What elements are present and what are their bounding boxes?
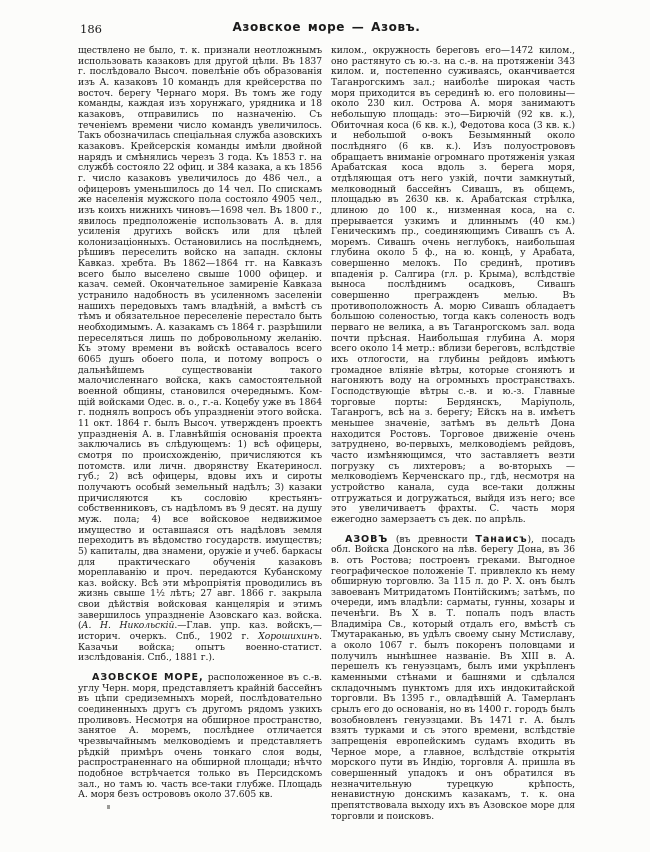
paragraph (78, 46, 322, 664)
text-run: ществлено не было, т. к. признали неотложнымъ использовать казаковъ для другой цѣли. Въ 1837 г. послѣдовало Высоч. повелѣніе объ образованія изъ А. казаковъ 10 командъ для крейсерства по восточ. берегу Чернаго моря. Въ томъ же году команды, каждая изъ хорунжаго, урядника и 18 казаковъ, отправились по назначенію. Съ теченіемъ времени число командъ увеличилось. Такъ обозначилась спеціальная служба азовскихъ казаковъ. Крейсерскія команды имѣли двойной нарядъ и смѣнялись черезъ 3 года. Къ 1853 г. на службѣ состояло 22 офиц. и 384 казака, а къ 1856 г. число казаковъ увеличилось до 486 чел., а офицеровъ уменьшилось до 14 чел. По спискамъ же населенія мужского пола состояло 4905 чел., изъ коихъ нижнихъ чиновъ—1698 чел. Въ 1800 г., явилось предположеніе использовать А. в. для усиленія другихъ войскъ или для цѣлей колонизаціонныхъ. Остановились на послѣднемъ, рѣшивъ переселить войско на западн. склоны Кавказ. хребта. Въ 1862—1864 гг. на Кавказъ всего было выселено свыше 1000 офицер. и казач. семей. Окончательное замиреніе Кавказа устранило надобность въ усиленномъ заселеніи нашихъ передовыхъ тамъ владѣній, а вмѣстѣ съ тѣмъ и обязательное переселеніе перестало быть необходимымъ. А. казакамъ съ 1864 г. разрѣшили переселяться лишь по добровольному желанію. Къ этому времени въ войскѣ оставалось всего 6065 душъ обоего пола, и потому вопросъ о дальнѣйшемъ существованіи такого малочисленнаго войска, какъ самостоятельной военной общины, становился очереднымъ. Ком-щій войсками Одес. в. о., г.-а. Коцебу уже въ 1864 г. поднялъ вопросъ объ упраздненіи этого войска. 11 окт. 1864 г. былъ Высоч. утвержденъ проектъ упраздненія А. в. Главнѣйшія основанія проекта заключались въ слѣдующемъ: 1) всѣ офицеры, смотря по происхожденію, причисляются къ потомств. или личн. дворянству Екатериносл. губ.; 2) всѣ офицеры, вдовы ихъ и сироты получаютъ особый земельный надѣлъ; 3) казаки причисляются къ сословію крестьянъ-собственниковъ, съ надѣломъ въ 9 десят. на душу муж. пола; 4) все войсковое недвижимое имущество и оставшаяся отъ надѣловъ земля переходитъ въ вѣдомство государств. имуществъ; 5) капиталы, два знамени, оружіе и учеб. баркасы для практическаго обученія казаковъ мореплаванію и проч. передаются Кубанскому каз. войску. Всѣ эти мѣропріятія проводились въ жизнь свыше 1½ лѣтъ; 27 авг. 1866 г. закрыла свои дѣйствія войсковая канцелярія и этимъ завершилось упраздненіе Азовскаго каз. войска. ( (78, 45, 322, 632)
text-run: . Казачьи войска; опытъ военно-статист. изслѣдованія. Спб., 1881 г.). (78, 631, 322, 664)
text-columns (78, 46, 575, 822)
paragraph (331, 535, 575, 823)
left-column (78, 46, 322, 822)
page-number: 186 (80, 22, 102, 36)
entry-term: Танаисъ (475, 533, 528, 545)
text-run: А. Н. Никольскій (81, 620, 175, 632)
entry-term: АЗОВЪ (345, 533, 389, 545)
entry-term: АЗОВСКОЕ МОРЕ, (92, 672, 204, 684)
paragraph (331, 46, 575, 526)
print-speck (107, 805, 110, 809)
text-run: ), посадъ обл. Войска Донского на лѣв. берегу Дона, въ 36 в. отъ Ростова; построенъ греками. Выгодное географическое положеніе Т. привлекло къ нему обширную торговлю. За 115 л. до Р. Х. онъ былъ завоеванъ Митридатомъ Понтійскимъ; затѣмъ, по очереди, имъ владѣли: сарматы, гунны, хозары и печенѣги. Въ X в. Т. попалъ подъ власть Владиміра Св., который отдалъ его, вмѣстѣ съ Тмутараканью, въ удѣлъ своему сыну Мстиславу, а около 1067 г. былъ покоренъ половцами и получилъ нынѣшнее названіе. Въ XIII в. А. перешелъ къ генуэзцамъ, былъ ими укрѣпленъ каменными стѣнами и башнями и сдѣлался складочнымъ пунктомъ для ихъ индокитайской торговли. Въ 1395 г., овладѣвшій А. Тамерланъ срылъ его до основанія, но въ 1400 г. городъ былъ возобновленъ генуэзцами. Въ 1471 г. А. былъ взятъ турками и съ этого времени, вслѣдствіе запрещенія европейскимъ судамъ входить въ Черное море, а главное, вслѣдствіе открытія морского пути въ Индію, торговля А. пришла въ совершенный упадокъ и онъ обратился въ незначительную турецкую крѣпость, ненавистную донскимъ казакамъ, т. к. она препятствовала выходу ихъ въ Азовское море для торговли и поисковъ. (331, 533, 575, 822)
text-run: .—Глав. упр. каз. войскъ,—историч. очеркъ. Спб., 1902 г. (78, 620, 322, 643)
text-run: килом., окружность береговъ его—1472 килом., оно растянуто съ ю.-з. на с.-в. на протяженіи 343 килом. и, постепенно суживаясь, оканчивается Таганрогскимъ зал.; наиболѣе широкая часть моря приходится въ серединѣ ю. его половины—около 230 кил. Острова А. моря занимаютъ небольшую площадь: это—Бирючій (92 кв. к.), Обиточная коса (6 кв. к.), Федотова коса (3 кв. к.) и небольшой о-вокъ Безымянный около послѣдняго (6 кв. к.). Изъ полуострововъ обращаетъ вниманіе огромнаго протяженія узкая Арабатская коса вдоль з. берега моря, отдѣляющая отъ него узкій, почти замкнутый, мелководный бассейнъ Сивашъ, въ общемъ, площадью въ 2630 кв. к. Арабатская стрѣлка, длиною до 100 к., низменная коса, на с. прерывается узкимъ и длиннымъ (40 км.) Геническимъ пр., соединяющимъ Сивашъ съ А. моремъ. Сивашъ очень неглубокъ, наибольшая глубина около 5 ф., на ю. концѣ, у Арабата, совершенно мелокъ. По срединѣ, противъ впаденія р. Салгира (гл. р. Крыма), вслѣдствіе выноса послѣднимъ осадковъ, Сивашъ совершенно прегражденъ мелью. Въ противоположность А. морю Сивашъ обладаетъ большою соленостью, тогда какъ соленость водъ перваго не велика, а въ Таганрогскомъ зал. вода почти прѣсная. Наибольшая глубина А. моря всего около 14 метр.: вблизи береговъ, вслѣдствіе ихъ отлогости, на глубины рейдовъ имѣютъ громадное вліяніе вѣтры, которые сгоняютъ и нагоняютъ воду на огромныхъ пространствахъ. Господствующіе вѣтры с.-в. и ю.-з. Главные торговые порты: Бердянскъ, Маріуполь, Таганрогъ, всѣ на з. берегу; Ейскъ на в. имѣетъ меньшее значеніе, затѣмъ въ дельтѣ Дона находится Ростовъ. Торговое движеніе очень затруднено, во-первыхъ, мелководіемъ рейдовъ, часто измѣняющимся, что заставляетъ везти погрузку съ лихтеровъ; а во-вторыхъ — мелководіемъ Керченскаго пр., гдѣ, несмотря на устройство канала, суда все-таки должны отгружаться и догружаться, выйдя изъ него; все это увеличиваетъ фрахты. С. часть моря ежегодно замерзаетъ съ дек. по апрѣль. (331, 45, 575, 525)
text-run: Хорошихинъ (258, 631, 320, 643)
running-title: Азовское море — Азовъ. (232, 20, 421, 34)
page-header (78, 20, 575, 38)
page-content (78, 20, 575, 822)
text-run: расположенное въ с.-в. углу Черн. моря, представляетъ крайній бассейнъ въ цѣпи средиземныхъ морей, послѣдовательно соединенныхъ другъ съ другомъ рядомъ узкихъ проливовъ. Несмотря на обширное пространство, занятое А. моремъ, послѣднее отличается чрезвычайнымъ мелководіемъ и представляетъ рѣдкій примѣръ очень тонкаго слоя воды, распространеннаго на обширной площади; нѣчто подобное встрѣчается только въ Персидскомъ зал., но тамъ ю. часть все-таки глубже. Площадь А. моря безъ острововъ около 37.605 кв. (78, 672, 322, 801)
right-column (331, 46, 575, 822)
paragraph (78, 673, 322, 801)
text-run: (въ древности (388, 533, 476, 545)
